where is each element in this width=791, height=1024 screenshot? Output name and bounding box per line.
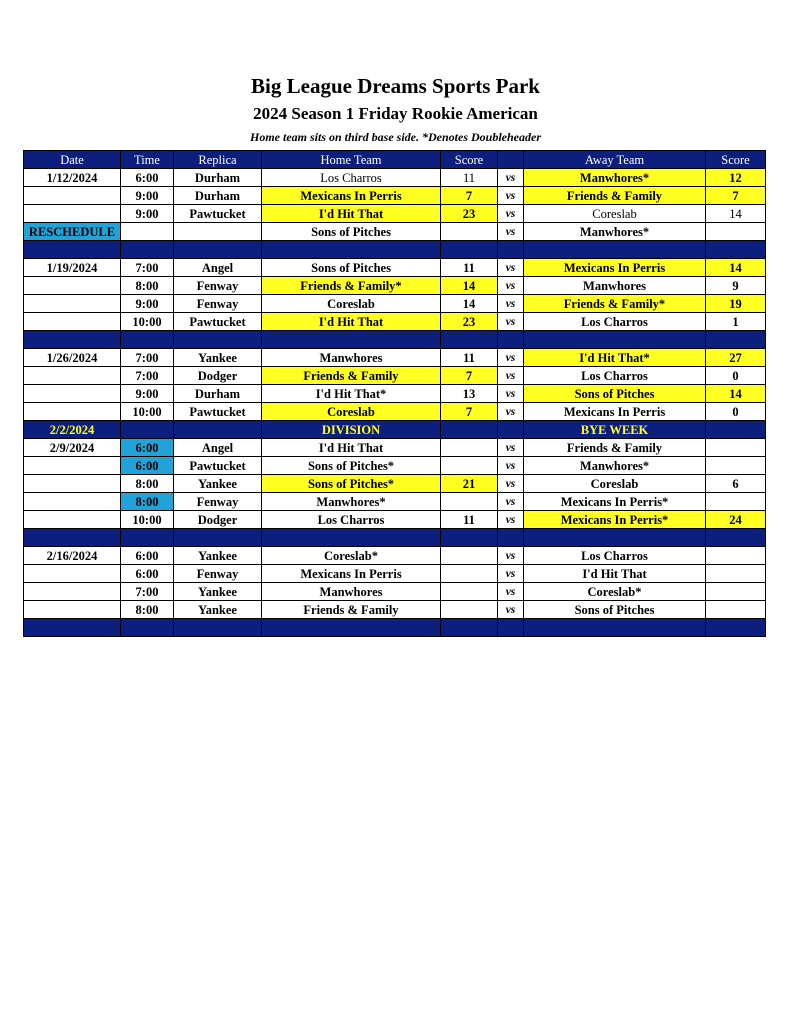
vs-cell: vs — [498, 259, 524, 277]
vs-cell: vs — [498, 295, 524, 313]
away-team-cell: Los Charros — [524, 313, 706, 331]
away-score-cell — [706, 457, 766, 475]
away-score-cell: 1 — [706, 313, 766, 331]
home-team-cell: Los Charros — [262, 511, 441, 529]
replica-cell: Dodger — [174, 367, 262, 385]
home-team-cell: Los Charros — [262, 169, 441, 187]
division-row — [24, 421, 766, 439]
away-team-cell: I'd Hit That* — [524, 349, 706, 367]
col-away-score: Score — [706, 151, 766, 169]
replica-cell: Pawtucket — [174, 457, 262, 475]
vs-cell: vs — [498, 367, 524, 385]
away-score-cell: 14 — [706, 259, 766, 277]
home-team-cell: Manwhores* — [262, 493, 441, 511]
vs-cell: vs — [498, 385, 524, 403]
vs-cell: vs — [498, 565, 524, 583]
time-cell: 7:00 — [121, 583, 174, 601]
date-cell — [24, 565, 121, 583]
replica-cell: Fenway — [174, 295, 262, 313]
vs-cell: vs — [498, 493, 524, 511]
away-score-cell — [706, 493, 766, 511]
replica-cell: Pawtucket — [174, 403, 262, 421]
home-score-cell: 21 — [441, 475, 498, 493]
replica-cell: Pawtucket — [174, 205, 262, 223]
home-score-cell — [441, 457, 498, 475]
away-team-cell: Manwhores — [524, 277, 706, 295]
table-row — [24, 205, 766, 223]
home-team-cell: Mexicans In Perris — [262, 187, 441, 205]
home-team-cell: Mexicans In Perris — [262, 565, 441, 583]
replica-cell: Durham — [174, 385, 262, 403]
time-cell: 6:00 — [121, 169, 174, 187]
time-cell: 8:00 — [121, 277, 174, 295]
time-cell: 8:00 — [121, 493, 174, 511]
home-score-cell — [441, 583, 498, 601]
away-score-cell: 14 — [706, 205, 766, 223]
replica-cell: Durham — [174, 187, 262, 205]
table-row — [24, 403, 766, 421]
page-subtitle: 2024 Season 1 Friday Rookie American — [253, 104, 538, 123]
page-title: Big League Dreams Sports Park — [251, 74, 540, 98]
home-score-cell — [441, 493, 498, 511]
time-cell — [121, 223, 174, 241]
col-home-score: Score — [441, 151, 498, 169]
date-cell — [24, 403, 121, 421]
date-cell — [24, 493, 121, 511]
vs-cell: vs — [498, 583, 524, 601]
away-score-cell: 27 — [706, 349, 766, 367]
away-team-cell: Mexicans In Perris* — [524, 493, 706, 511]
vs-cell: vs — [498, 457, 524, 475]
col-replica: Replica — [174, 151, 262, 169]
away-team-cell: Manwhores* — [524, 169, 706, 187]
away-team-cell: Coreslab — [524, 205, 706, 223]
away-team-cell: Manwhores* — [524, 223, 706, 241]
table-row — [24, 223, 766, 241]
replica-cell: Fenway — [174, 277, 262, 295]
table-row — [24, 547, 766, 565]
table-row — [24, 511, 766, 529]
date-cell — [24, 187, 121, 205]
table-row — [24, 457, 766, 475]
vs-cell: vs — [498, 511, 524, 529]
home-team-cell: Friends & Family — [262, 367, 441, 385]
replica-cell: Yankee — [174, 349, 262, 367]
page-note: Home team sits on third base side. *Denotes Doubleheader — [250, 130, 541, 144]
time-cell: 6:00 — [121, 547, 174, 565]
away-team-cell: I'd Hit That — [524, 565, 706, 583]
time-cell: 9:00 — [121, 295, 174, 313]
home-score-cell: 11 — [441, 511, 498, 529]
vs-cell: vs — [498, 403, 524, 421]
away-team-cell: Sons of Pitches — [524, 385, 706, 403]
away-score-cell: 14 — [706, 385, 766, 403]
date-cell — [24, 277, 121, 295]
date-cell: 2/16/2024 — [24, 547, 121, 565]
vs-cell: vs — [498, 277, 524, 295]
table-row — [24, 565, 766, 583]
vs-cell: vs — [498, 205, 524, 223]
table-row — [24, 475, 766, 493]
away-score-cell — [706, 439, 766, 457]
table-row — [24, 601, 766, 619]
replica-cell: Fenway — [174, 493, 262, 511]
home-team-cell: I'd Hit That — [262, 313, 441, 331]
home-team-cell: Coreslab* — [262, 547, 441, 565]
home-team-cell: I'd Hit That* — [262, 385, 441, 403]
date-cell — [24, 601, 121, 619]
away-team-cell: Friends & Family* — [524, 295, 706, 313]
away-score-cell: 7 — [706, 187, 766, 205]
away-score-cell: 24 — [706, 511, 766, 529]
table-row — [24, 349, 766, 367]
vs-cell: vs — [498, 313, 524, 331]
bye-week-label: BYE WEEK — [524, 421, 706, 439]
home-team-cell: Friends & Family — [262, 601, 441, 619]
home-score-cell: 7 — [441, 367, 498, 385]
date-cell — [24, 511, 121, 529]
time-cell: 7:00 — [121, 367, 174, 385]
time-cell: 10:00 — [121, 511, 174, 529]
separator-row — [24, 241, 766, 259]
date-cell — [24, 457, 121, 475]
vs-cell: vs — [498, 601, 524, 619]
home-team-cell: Sons of Pitches* — [262, 457, 441, 475]
replica-cell: Dodger — [174, 511, 262, 529]
away-score-cell — [706, 583, 766, 601]
away-team-cell: Sons of Pitches — [524, 601, 706, 619]
home-score-cell: 7 — [441, 187, 498, 205]
away-score-cell — [706, 601, 766, 619]
home-score-cell — [441, 601, 498, 619]
away-score-cell — [706, 565, 766, 583]
division-label: DIVISION — [262, 421, 441, 439]
away-score-cell — [706, 223, 766, 241]
table-row — [24, 493, 766, 511]
time-cell: 7:00 — [121, 349, 174, 367]
home-team-cell: Sons of Pitches — [262, 223, 441, 241]
date-cell — [24, 583, 121, 601]
col-home-team: Home Team — [262, 151, 441, 169]
table-row — [24, 313, 766, 331]
home-score-cell: 11 — [441, 349, 498, 367]
home-score-cell: 14 — [441, 295, 498, 313]
replica-cell: Yankee — [174, 547, 262, 565]
away-score-cell: 9 — [706, 277, 766, 295]
replica-cell: Durham — [174, 169, 262, 187]
time-cell: 9:00 — [121, 187, 174, 205]
date-cell — [24, 475, 121, 493]
col-date: Date — [24, 151, 121, 169]
date-cell — [24, 295, 121, 313]
date-cell: 2/2/2024 — [24, 421, 121, 439]
vs-cell: vs — [498, 547, 524, 565]
replica-cell — [174, 223, 262, 241]
replica-cell: Pawtucket — [174, 313, 262, 331]
time-cell: 6:00 — [121, 565, 174, 583]
home-score-cell: 14 — [441, 277, 498, 295]
home-score-cell: 11 — [441, 169, 498, 187]
away-score-cell: 0 — [706, 367, 766, 385]
time-cell: 8:00 — [121, 601, 174, 619]
away-team-cell: Los Charros — [524, 367, 706, 385]
time-cell: 7:00 — [121, 259, 174, 277]
date-cell: 2/9/2024 — [24, 439, 121, 457]
home-score-cell: 11 — [441, 259, 498, 277]
home-score-cell — [441, 547, 498, 565]
home-score-cell — [441, 439, 498, 457]
vs-cell: vs — [498, 349, 524, 367]
replica-cell: Fenway — [174, 565, 262, 583]
away-score-cell: 0 — [706, 403, 766, 421]
col-away-team: Away Team — [524, 151, 706, 169]
away-team-cell: Mexicans In Perris — [524, 259, 706, 277]
date-cell — [24, 367, 121, 385]
separator-row — [24, 619, 766, 637]
table-row — [24, 583, 766, 601]
home-team-cell: I'd Hit That — [262, 205, 441, 223]
home-team-cell: Sons of Pitches — [262, 259, 441, 277]
home-team-cell: Sons of Pitches* — [262, 475, 441, 493]
date-cell: 1/12/2024 — [24, 169, 121, 187]
table-row — [24, 367, 766, 385]
replica-cell: Angel — [174, 439, 262, 457]
date-cell — [24, 313, 121, 331]
away-team-cell: Mexicans In Perris — [524, 403, 706, 421]
vs-cell: vs — [498, 169, 524, 187]
away-score-cell — [706, 547, 766, 565]
time-cell: 10:00 — [121, 313, 174, 331]
away-team-cell: Coreslab* — [524, 583, 706, 601]
table-row — [24, 385, 766, 403]
away-score-cell: 6 — [706, 475, 766, 493]
home-score-cell: 23 — [441, 205, 498, 223]
vs-cell: vs — [498, 187, 524, 205]
col-vs — [498, 151, 524, 169]
time-cell: 8:00 — [121, 475, 174, 493]
away-team-cell: Friends & Family — [524, 439, 706, 457]
table-row — [24, 439, 766, 457]
vs-cell: vs — [498, 223, 524, 241]
away-score-cell: 19 — [706, 295, 766, 313]
time-cell: 10:00 — [121, 403, 174, 421]
away-score-cell: 12 — [706, 169, 766, 187]
separator-row — [24, 331, 766, 349]
replica-cell: Yankee — [174, 601, 262, 619]
table-header-row — [24, 151, 766, 169]
away-team-cell: Coreslab — [524, 475, 706, 493]
replica-cell: Yankee — [174, 475, 262, 493]
home-score-cell: 23 — [441, 313, 498, 331]
time-cell: 6:00 — [121, 439, 174, 457]
date-cell — [24, 385, 121, 403]
col-time: Time — [121, 151, 174, 169]
away-team-cell: Friends & Family — [524, 187, 706, 205]
reschedule-cell: RESCHEDULE — [24, 223, 121, 241]
table-row — [24, 187, 766, 205]
date-cell: 1/26/2024 — [24, 349, 121, 367]
date-cell: 1/19/2024 — [24, 259, 121, 277]
schedule-table — [23, 150, 766, 637]
table-row — [24, 259, 766, 277]
home-team-cell: Coreslab — [262, 403, 441, 421]
date-cell — [24, 205, 121, 223]
away-team-cell: Manwhores* — [524, 457, 706, 475]
vs-cell: vs — [498, 475, 524, 493]
away-team-cell: Mexicans In Perris* — [524, 511, 706, 529]
home-team-cell: Coreslab — [262, 295, 441, 313]
replica-cell: Yankee — [174, 583, 262, 601]
home-team-cell: Manwhores — [262, 583, 441, 601]
away-team-cell: Los Charros — [524, 547, 706, 565]
home-team-cell: Manwhores — [262, 349, 441, 367]
vs-cell: vs — [498, 439, 524, 457]
time-cell: 9:00 — [121, 385, 174, 403]
home-score-cell: 7 — [441, 403, 498, 421]
home-team-cell: Friends & Family* — [262, 277, 441, 295]
table-row — [24, 295, 766, 313]
time-cell: 9:00 — [121, 205, 174, 223]
time-cell: 6:00 — [121, 457, 174, 475]
home-score-cell: 13 — [441, 385, 498, 403]
separator-row — [24, 529, 766, 547]
home-score-cell — [441, 565, 498, 583]
replica-cell: Angel — [174, 259, 262, 277]
home-score-cell — [441, 223, 498, 241]
table-row — [24, 277, 766, 295]
home-team-cell: I'd Hit That — [262, 439, 441, 457]
table-row — [24, 169, 766, 187]
